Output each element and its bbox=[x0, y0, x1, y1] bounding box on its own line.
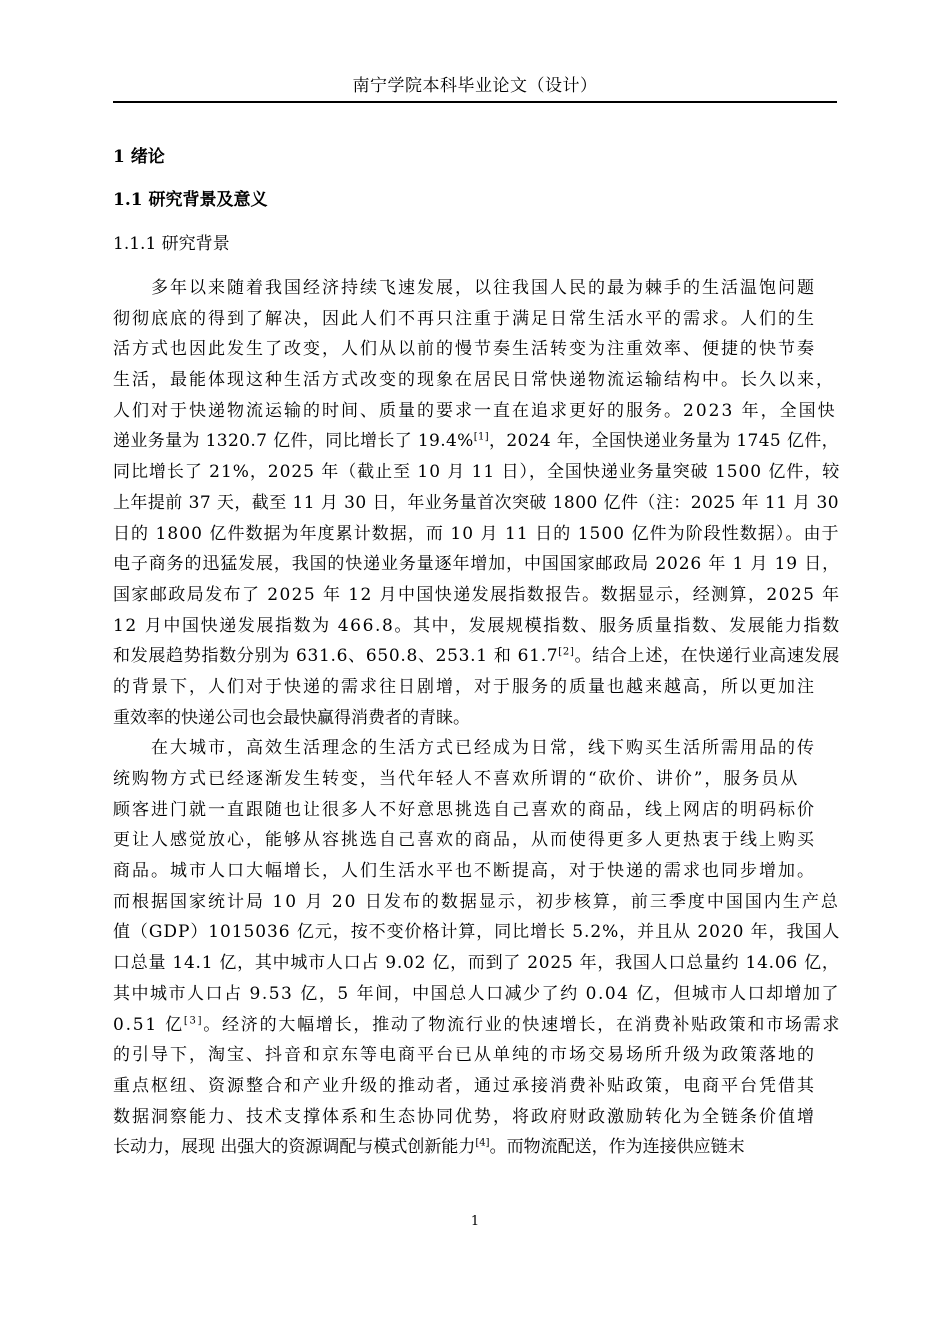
paragraph-line: 电子商务的迅猛发展，我国的快递业务量逐年增加，中国国家邮政局 2026 年 1 月 19 日， bbox=[113, 554, 841, 575]
paragraph-line: 商品。城市人口大幅增长，人们生活水平也不断提高，对于快递的需求也同步增加。 bbox=[113, 861, 816, 882]
paragraph-line: 口总量 14.1 亿，其中城市人口占 9.02 亿，而到了 2025 年，我国人口总量约 14.06 亿， bbox=[113, 953, 840, 974]
paragraph bbox=[113, 273, 839, 733]
paragraph-line: 长动力，展现 出强大的资源调配与模式创新能力[4]。而物流配送，作为连接供应链末 bbox=[113, 1137, 745, 1158]
paragraph-line: 0.51 亿[3]。经济的大幅增长，推动了物流行业的快速增长，在消费补贴政策和市场需求 bbox=[113, 1014, 842, 1035]
paragraph-line: 顾客进门就一直跟随也让很多人不好意思挑选自己喜欢的商品，线上网店的明码标价 bbox=[113, 799, 816, 820]
paragraph-line: 数据洞察能力、技术支撑体系和生态协同优势，将政府财政激励转化为全链条价值增 bbox=[113, 1106, 816, 1127]
citation-marker: [1] bbox=[473, 431, 489, 443]
paragraph-line: 更让人感觉放心，能够从容挑选自己喜欢的商品，从而使得更多人更热衷于线上购买 bbox=[113, 830, 816, 851]
section-heading: 1.1 研究背景及意义 bbox=[113, 190, 268, 210]
paragraph-line: 的背景下，人们对于快递的需求往日剧增，对于服务的质量也越来越高，所以更加注 bbox=[113, 676, 816, 697]
paragraph-line: 上年提前 37 天，截至 11 月 30 日，年业务量首次突破 1800 亿件（注：2025 年 11 月 30 bbox=[113, 492, 839, 513]
paragraph-line: 统购物方式已经逐渐发生转变，当代年轻人不喜欢所谓的“砍价、讲价”，服务员从 bbox=[113, 769, 800, 789]
paragraph-line: 和发展趋势指数分别为 631.6、650.8、253.1 和 61.7[2]。结合上述，在快递行业高速发展 bbox=[113, 646, 840, 667]
subsection-heading: 1.1.1 研究背景 bbox=[113, 234, 230, 254]
paragraph-line: 多年以来随着我国经济持续飞速发展，以往我国人民的最为棘手的生活温饱问题 bbox=[151, 278, 816, 298]
paragraph-line: 国家邮政局发布了 2025 年 12 月中国快递发展指数报告。数据显示，经测算，2025 年 bbox=[113, 584, 841, 605]
body-text bbox=[113, 273, 842, 1163]
citation-marker: [3] bbox=[183, 1014, 204, 1026]
paragraph bbox=[113, 733, 842, 1163]
paragraph-line: 值（GDP）1015036 亿元，按不变价格计算，同比增长 5.2%，并且从 2020 年，我国人 bbox=[113, 922, 841, 943]
citation-marker: [2] bbox=[558, 646, 575, 658]
paragraph-line: 重效率的快递公司也会最快赢得消费者的青睐。 bbox=[113, 707, 470, 728]
paragraph-line: 重点枢纽、资源整合和产业升级的推动者，通过承接消费补贴政策，电商平台凭借其 bbox=[113, 1075, 816, 1096]
paragraph-line: 的引导下，淘宝、抖音和京东等电商平台已从单纯的市场交易场所升级为政策落地的 bbox=[113, 1045, 816, 1066]
paragraph-line: 递业务量为 1320.7 亿件，同比增长了 19.4%[1]，2024 年，全国快递业务量为 1745 亿件， bbox=[113, 431, 839, 452]
paragraph-line: 在大城市，高效生活理念的生活方式已经成为日常，线下购买生活所需用品的传 bbox=[151, 738, 816, 759]
paragraph-line: 同比增长了 21%，2025 年（截止至 10 月 11 日），全国快递业务量突破 1500 亿件，较 bbox=[113, 462, 841, 483]
chapter-heading: 1 绪论 bbox=[113, 147, 165, 167]
paragraph-line: 人们对于快递物流运输的时间、质量的要求一直在追求更好的服务。2023 年，全国快 bbox=[113, 400, 837, 421]
citation-marker: [4] bbox=[475, 1137, 490, 1149]
paragraph-line: 彻彻底底的得到了解决，因此人们不再只注重于满足日常生活水平的需求。人们的生 bbox=[113, 308, 816, 329]
paragraph-line: 12 月中国快递发展指数为 466.8。其中，发展规模指数、服务质量指数、发展能力指数 bbox=[113, 615, 841, 636]
paragraph-line: 日的 1800 亿件数据为年度累计数据，而 10 月 11 日的 1500 亿件为阶段性数据）。由于 bbox=[113, 523, 840, 544]
paragraph-line: 而根据国家统计局 10 月 20 日发布的数据显示，初步核算，前三季度中国国内生产总 bbox=[113, 891, 840, 912]
paragraph-line: 其中城市人口占 9.53 亿，5 年间，中国总人口减少了约 0.04 亿，但城市人口却增加了 bbox=[113, 983, 841, 1004]
header-rule bbox=[113, 101, 837, 103]
page-number: 1 bbox=[470, 1214, 480, 1229]
paragraph-line: 活方式也因此发生了改变，人们从以前的慢节奏生活转变为注重效率、便捷的快节奏 bbox=[113, 339, 816, 360]
paragraph-line: 生活，最能体现这种生活方式改变的现象在居民日常快递物流运输结构中。长久以来， bbox=[113, 370, 835, 391]
running-header: 南宁学院本科毕业论文（设计） bbox=[352, 76, 598, 96]
